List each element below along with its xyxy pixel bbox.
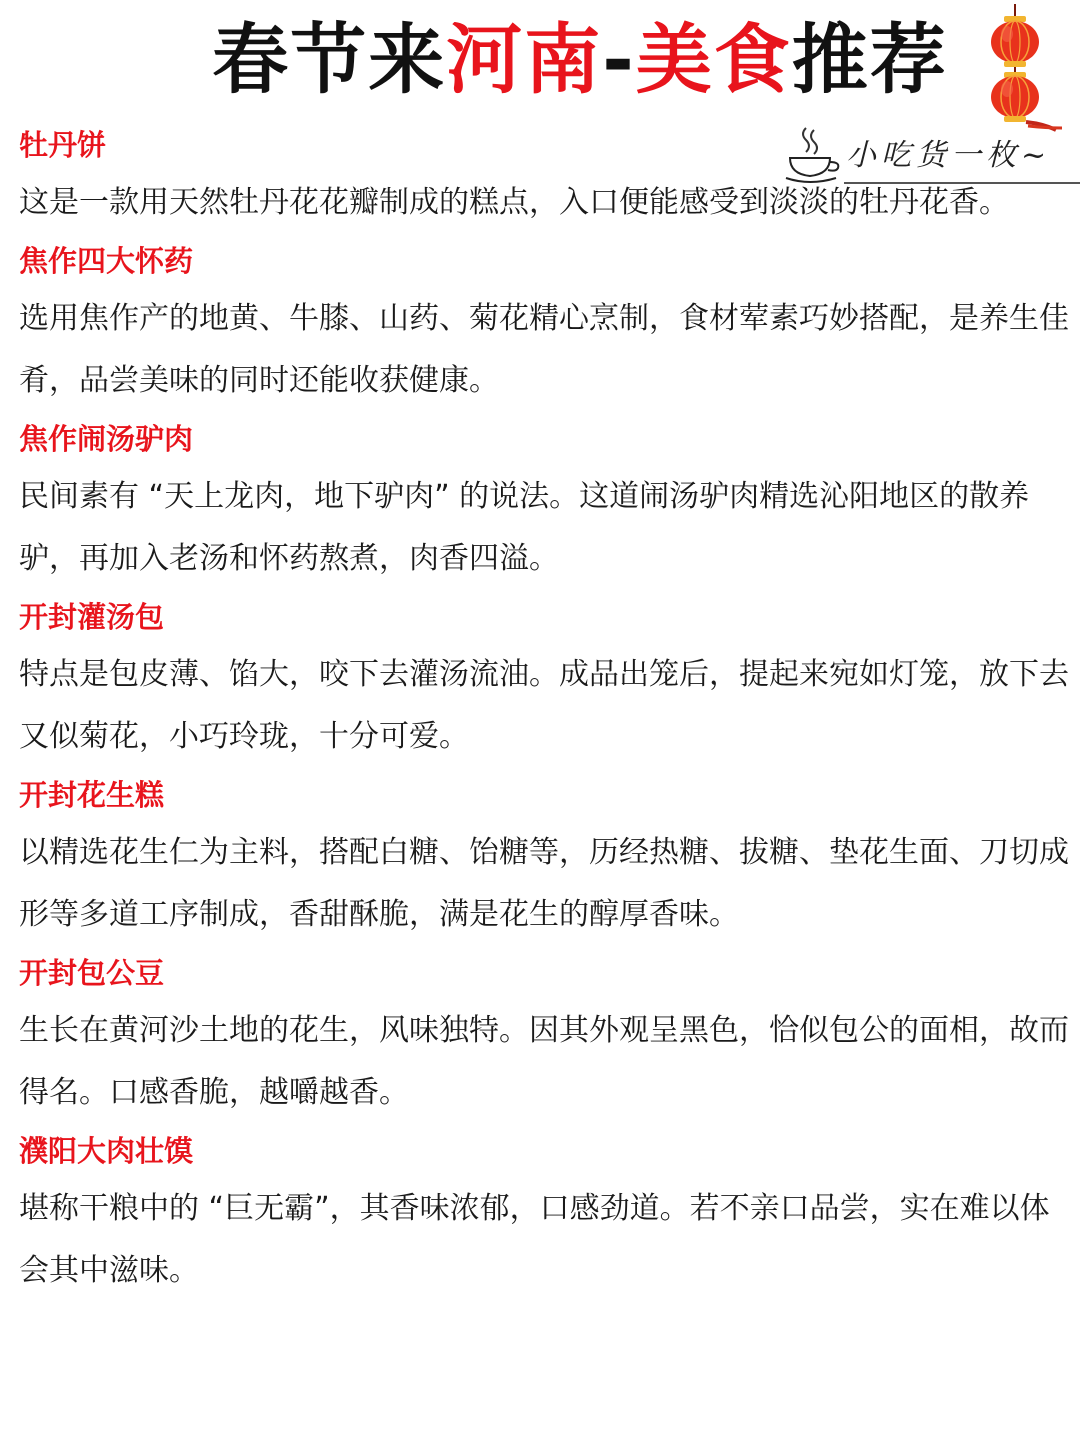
food-description: 特点是包皮薄、馅大，咬下去灌汤流油。成品出笼后，提起来宛如灯笼，放下去又似菊花，小巧玲珑，十分可爱。 [19, 657, 1069, 754]
food-entry [19, 768, 1071, 946]
food-description: 民间素有 “天上龙肉，地下驴肉” 的说法。这道闹汤驴肉精选沁阳地区的散养驴，再加入老汤和怀药熬煮，肉香四溢。 [19, 479, 1030, 576]
food-description: 堪称干粮中的 “巨无霸”，其香味浓郁，口感劲道。若不亲口品尝，实在难以体会其中滋味。 [19, 1191, 1050, 1288]
food-entry [19, 1124, 1071, 1302]
food-name: 焦作四大怀药 [19, 244, 194, 278]
signature-text: 小吃货一枚~ [846, 138, 1052, 173]
food-description: 选用焦作产的地黄、牛膝、山药、菊花精心烹制，食材荤素巧妙搭配，是养生佳肴，品尝美味的同时还能收获健康。 [19, 301, 1069, 398]
red-lantern-icon [982, 4, 1072, 132]
food-name: 焦作闹汤驴肉 [19, 422, 194, 456]
food-name: 开封包公豆 [19, 956, 165, 990]
title-part-red-2: 美食 [635, 15, 792, 104]
food-entry [19, 118, 1071, 234]
food-name: 开封花生糕 [19, 778, 165, 812]
title-dash: - [602, 15, 636, 104]
food-name: 开封灌汤包 [19, 600, 165, 634]
food-entry [19, 412, 1071, 590]
food-entry [19, 590, 1071, 768]
food-name: 牡丹饼 [19, 128, 107, 162]
food-description: 生长在黄河沙土地的花生，风味独特。因其外观呈黑色，恰似包公的面相，故而得名。口感香脆，越嚼越香。 [19, 1013, 1069, 1110]
food-list [19, 118, 1071, 1302]
title-part-black: 春节来 [212, 15, 447, 104]
title-part-red: 河南 [446, 15, 603, 104]
food-description: 这是一款用天然牡丹花花瓣制成的糕点，入口便能感受到淡淡的牡丹花香。 [19, 185, 1009, 220]
title-part-black-2: 推荐 [791, 15, 948, 104]
food-entry [19, 946, 1071, 1124]
food-description: 以精选花生仁为主料，搭配白糖、饴糖等，历经热糖、拔糖、垫花生面、刀切成形等多道工序制成，香甜酥脆，满是花生的醇厚香味。 [19, 835, 1069, 932]
page-title [0, 12, 1080, 108]
food-name: 濮阳大肉壮馍 [19, 1134, 194, 1168]
food-entry [19, 234, 1071, 412]
